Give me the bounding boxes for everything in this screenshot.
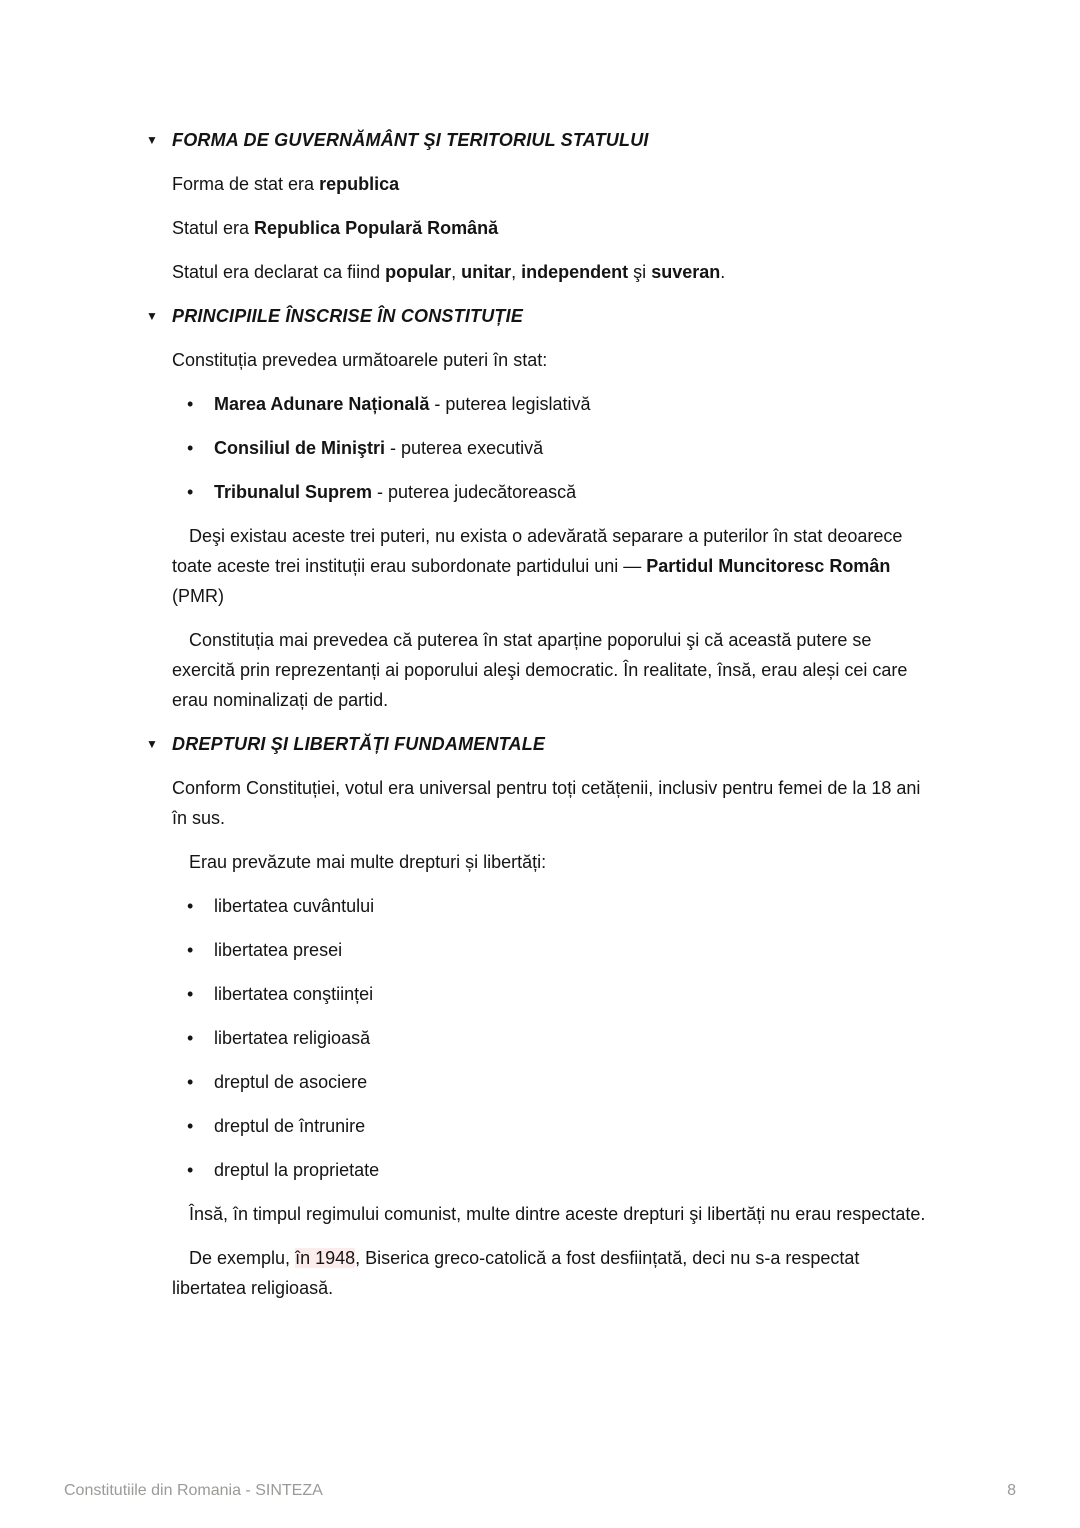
paragraph: Erau prevăzute mai multe drepturi și libertăți: (189, 852, 547, 872)
toggle-arrow-icon[interactable]: ▼ (146, 133, 158, 147)
paragraph: Însă, în timpul regimului comunist, multe dintre aceste drepturi şi libertăți nu erau respectate. (189, 1204, 926, 1224)
paragraph: De exemplu, în 1948, Biserica greco-catolică a fost desființată, deci nu s-a respectat libertatea religioasă. (172, 1248, 860, 1298)
bullet-icon: • (187, 1072, 194, 1092)
list-item-text: Marea Adunare Națională - puterea legislativă (214, 394, 591, 414)
list-item (172, 979, 932, 1009)
bullet-icon: • (187, 1160, 194, 1180)
list-item (172, 1023, 932, 1053)
list-item-text: dreptul de asociere (214, 1072, 368, 1092)
footer-page-number: 8 (1007, 1482, 1016, 1499)
paragraph: Statul era Republica Populară Română (172, 218, 499, 238)
section-body (172, 345, 932, 715)
list-item-text: dreptul de întrunire (214, 1116, 366, 1136)
bullet-icon: • (187, 1028, 194, 1048)
section-title: DREPTURI ŞI LIBERTĂȚI FUNDAMENTALE (172, 734, 546, 754)
list-item (172, 477, 932, 507)
list-item-text: dreptul la proprietate (214, 1160, 380, 1180)
list-item-text: libertatea cuvântului (214, 896, 375, 916)
bullet-icon: • (187, 438, 194, 458)
bullet-icon: • (187, 984, 194, 1004)
toggle-heading[interactable] (146, 125, 932, 155)
paragraph: Forma de stat era republica (172, 174, 400, 194)
section-drepturi-si-libertati (146, 729, 932, 1303)
bullet-icon: • (187, 394, 194, 414)
toggle-arrow-icon[interactable]: ▼ (146, 309, 158, 323)
paragraph: Constituția prevedea următoarele puteri în stat: (172, 350, 548, 370)
toggle-heading[interactable] (146, 301, 932, 331)
list-item-text: libertatea presei (214, 940, 343, 960)
section-body (172, 773, 932, 1303)
list-item (172, 389, 932, 419)
list-item-text: libertatea religioasă (214, 1028, 371, 1048)
paragraph: Statul era declarat ca fiind popular, unitar, independent şi suveran. (172, 262, 726, 282)
list-item (172, 433, 932, 463)
section-body (172, 169, 932, 287)
list-item (172, 891, 932, 921)
paragraph: Constituția mai prevedea că puterea în stat aparține poporului şi că această putere se exercită prin reprezentanți ai poporului aleşi democratic. În realitate, însă, erau aleși cei care erau nominalizați de partid. (172, 630, 908, 710)
section-title: PRINCIPIILE ÎNSCRISE ÎN CONSTITUȚIE (172, 306, 524, 326)
list-item (172, 1067, 932, 1097)
toggle-arrow-icon[interactable]: ▼ (146, 737, 158, 751)
page-footer (64, 1482, 1016, 1500)
section-principiile-inscrise (146, 301, 932, 715)
paragraph: Deşi existau aceste trei puteri, nu exista o adevărată separare a puterilor în stat deoarece toate aceste trei instituții erau subordonate partidului uni — Partidul Muncitoresc Român (PMR) (172, 526, 903, 606)
list-item-text: libertatea conştiinței (214, 984, 374, 1004)
section-forma-de-guvernamant (146, 125, 932, 287)
bullet-icon: • (187, 482, 194, 502)
list-item-text: Consiliul de Miniştri - puterea executivă (214, 438, 544, 458)
list-item (172, 1155, 932, 1185)
bullet-icon: • (187, 896, 194, 916)
list-item (172, 1111, 932, 1141)
paragraph: Conform Constituției, votul era universal pentru toți cetățenii, inclusiv pentru femei de la 18 ani în sus. (172, 778, 921, 828)
footer-document-title: Constitutiile din Romania - SINTEZA (64, 1482, 323, 1499)
bullet-icon: • (187, 1116, 194, 1136)
document-content (146, 125, 932, 1317)
list-item-text: Tribunalul Suprem - puterea judecătorească (214, 482, 577, 502)
list-item (172, 935, 932, 965)
bullet-icon: • (187, 940, 194, 960)
toggle-heading[interactable] (146, 729, 932, 759)
section-title: FORMA DE GUVERNĂMÂNT ŞI TERITORIUL STATULUI (172, 130, 649, 150)
